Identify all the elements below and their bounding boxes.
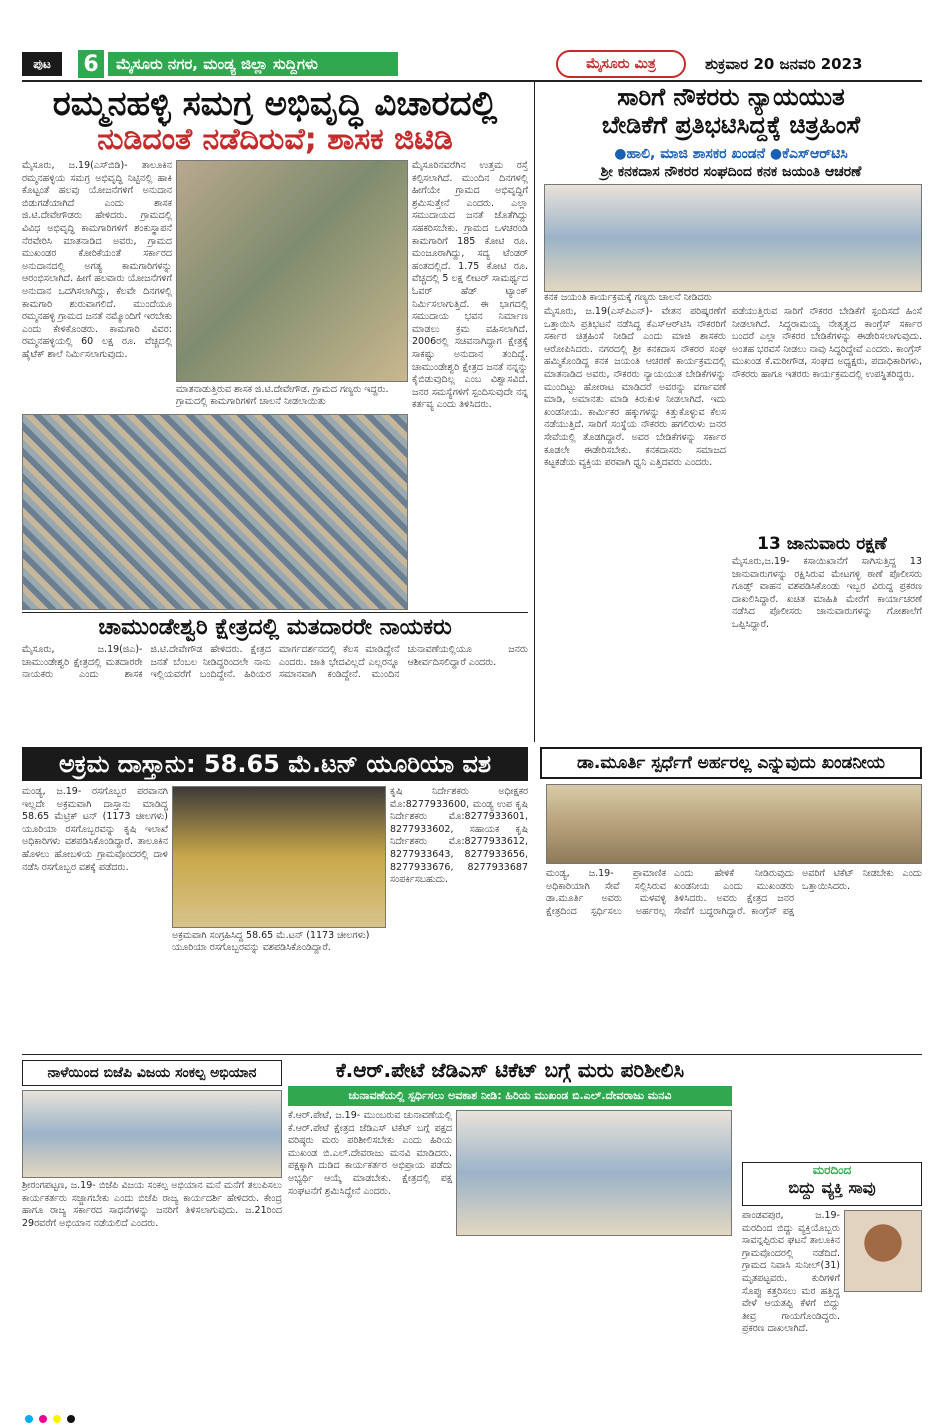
deceased-portrait	[844, 1210, 922, 1292]
urea-body-left: ಮಂಡ್ಯ, ಜ.19- ರಸಗೊಬ್ಬರ ಪರವಾನಗಿ ಇಲ್ಲದೇ ಅಕ್ರಮವಾಗಿ ದಾಸ್ತಾನು ಮಾಡಿದ್ದ 58.65 ಮೆಟ್ರಿಕ್ ಟನ್ (1173 ಚೀಲಗಳು) ಯೂರಿಯಾ ರಸಗೊಬ್ಬರವನ್ನು ಕೃಷಿ ಇಲಾಖೆ ಅಧಿಕಾರಿಗಳು ವಶಪಡಿಸಿಕೊಂಡಿದ್ದಾರೆ. ತಾಲೂಕಿನ ಹೊಳಲು ಹೋಬಳಿಯ ಗ್ರಾಮವೊಂದರಲ್ಲಿ ದಾಳಿ ನಡೆಸಿ ರಸಗೊಬ್ಬರ ವಶಕ್ಕೆ ಪಡೆದರು.	[22, 786, 168, 873]
krpet-photo	[456, 1110, 732, 1236]
dateline: ಶುಕ್ರವಾರ 20 ಜನವರಿ 2023	[705, 55, 863, 73]
tree-body: ಪಾಂಡವಪುರ, ಜ.19- ಮರದಿಂದ ಬಿದ್ದು ವ್ಯಕ್ತಿಯೊಬ್ಬರು ಸಾವನ್ನಪ್ಪಿರುವ ಘಟನೆ ತಾಲೂಕಿನ ಗ್ರಾಮವೊಂದರಲ್ಲಿ ನಡೆದಿದೆ. ಗ್ರಾಮದ ನಿವಾಸಿ ಸುನೀಲ್(31) ಮೃತಪಟ್ಟವರು. ಕುರಿಗಳಿಗೆ ಸೊಪ್ಪು ಕತ್ತರಿಸಲು ಮರ ಹತ್ತಿದ್ದ ವೇಳೆ ಆಯತಪ್ಪಿ ಕೆಳಗೆ ಬಿದ್ದು ತೀವ್ರ ಗಾಯಗೊಂಡಿದ್ದರು. ಪ್ರಕರಣ ದಾಖಲಾಗಿದೆ.	[742, 1210, 840, 1335]
tree-headline-line1: ಮರದಿಂದ	[812, 1163, 852, 1177]
kanaka-event-caption: ಕನಕ ಜಯಂತಿ ಕಾರ್ಯಕ್ರಮಕ್ಕೆ ಗಣ್ಯರು ಚಾಲನೆ ನೀಡಿದರು	[544, 292, 712, 303]
servants-subhead2: ಶ್ರೀ ಕನಕದಾಸ ನೌಕರರ ಸಂಘದಿಂದ ಕನಕ ಜಯಂತಿ ಆಚರಣೆ	[600, 164, 862, 180]
servants-subhead1: ●ಹಾಲಿ, ಮಾಜಿ ಶಾಸಕರ ಖಂಡನೆ ●ಕೆಎಸ್‌ಆರ್‌ಟಿಸಿ	[614, 146, 848, 162]
tree-headline-line2: ಬಿದ್ದು ವ್ಯಕ್ತಿ ಸಾವು	[788, 1178, 876, 1197]
jan13-headline: 13 ಜಾನುವಾರು ರಕ್ಷಣೆ	[757, 534, 887, 554]
kanaka-event-photo	[544, 184, 922, 292]
murthy-headline: ಡಾ.ಮೂರ್ತಿ ಸ್ಪರ್ಧೆಗೆ ಅರ್ಹರಲ್ಲ ಎನ್ನುವುದು ಖಂಡನೀಯ	[540, 747, 922, 779]
main-headline-line1: ರಮ್ಮನಹಳ್ಳಿ ಸಮಗ್ರ ಅಭಿವೃದ್ಧಿ ವಿಚಾರದಲ್ಲಿ	[52, 84, 498, 124]
urea-headline: ಅಕ್ರಮ ದಾಸ್ತಾನು: 58.65 ಮೆ.ಟನ್ ಯೂರಿಯಾ ವಶ	[22, 747, 528, 781]
rule	[22, 612, 528, 613]
main-story-body-col3: ಮೈಸೂರಿನವರೆಗಿನ ಉತ್ತಮ ರಸ್ತೆ ಕಲ್ಪಿಸಲಾಗಿದೆ. ಮುಂದಿನ ದಿನಗಳಲ್ಲಿ ಹೀಗೆಯೇ ಗ್ರಾಮದ ಅಭಿವೃದ್ಧಿಗೆ ಶ್ರಮಿಸುತ್ತೇನೆ ಎಂದರು. ಎಲ್ಲಾ ಸಮುದಾಯದ ಜನತೆ ಜೊತೆಗಿದ್ದು ಸಹಕರಿಸಬೇಕು. ಗ್ರಾಮದ ಒಳಚರಂಡಿ ಕಾಮಗಾರಿಗೆ 185 ಕೋಟಿ ರೂ. ಮಂಜೂರಾಗಿದ್ದು, ಸದ್ಯ ಟೆಂಡರ್ ಹಂತದಲ್ಲಿದೆ. 1.75 ಕೋಟಿ ರೂ. ವೆಚ್ಚದಲ್ಲಿ 5 ಲಕ್ಷ ಲೀಟರ್ ಸಾಮರ್ಥ್ಯದ ಓವರ್ ಹೆಡ್ ಟ್ಯಾಂಕ್ ನಿರ್ಮಿಸಲಾಗುತ್ತಿದೆ. ಈ ಭಾಗದಲ್ಲಿ ಸಮುದಾಯ ಭವನ ನಿರ್ಮಾಣ ಮಾಡಲು ಕ್ರಮ ವಹಿಸಲಾಗಿದೆ. 2006ರಲ್ಲಿ ಸಚಿವನಾಗಿದ್ದಾಗ ಕ್ಷೇತ್ರಕ್ಕೆ ಸಾಕಷ್ಟು ಅನುದಾನ ತಂದಿದ್ದೆ. ಚಾಮುಂಡೇಶ್ವರಿ ಕ್ಷೇತ್ರದ ಜನತೆ ನನ್ನನ್ನು ಕೈಬಿಡುವುದಿಲ್ಲ ಎಂಬ ವಿಶ್ವಾಸವಿದೆ. ಜನರ ಸಮಸ್ಯೆಗಳಿಗೆ ಸ್ಪಂದಿಸುವುದೇ ನನ್ನ ಕರ್ತವ್ಯ ಎಂದು ತಿಳಿಸಿದರು.	[412, 160, 528, 411]
section-name: ಮೈಸೂರು ನಗರ, ಮಂಡ್ಯ ಜಿಲ್ಲಾ ಸುದ್ದಿಗಳು	[108, 52, 398, 76]
chamundi-body: ಮೈಸೂರು, ಜ.19(ಜಿಎ)- ಚಾಮುಂಡೇಶ್ವರಿ ಕ್ಷೇತ್ರದಲ್ಲಿ ಮತದಾರರೇ ನಾಯಕರು ಎಂದು ಶಾಸಕ ಜಿ.ಟಿ.ದೇವೇಗೌಡ ಹೇಳಿದರು. ಕ್ಷೇತ್ರದ ಜನತೆ ಬೆಂಬಲ ನೀಡಿದ್ದರಿಂದಲೇ ನಾನು ಇಲ್ಲಿಯವರೆಗೆ ಬಂದಿದ್ದೇನೆ. ಹಿರಿಯರ ಮಾರ್ಗದರ್ಶನದಲ್ಲಿ ಕೆಲಸ ಮಾಡಿದ್ದೇನೆ ಎಂದರು. ಜಾತಿ ಭೇದವಿಲ್ಲದೆ ಎಲ್ಲರನ್ನೂ ಸಮಾನವಾಗಿ ಕಂಡಿದ್ದೇನೆ. ಮುಂದಿನ ಚುನಾವಣೆಯಲ್ಲಿಯೂ ಜನರು ಆಶೀರ್ವದಿಸಲಿದ್ದಾರೆ ಎಂದರು.	[22, 644, 528, 681]
servants-headline-line1: ಸಾರಿಗೆ ನೌಕರರು ನ್ಯಾಯಯುತ	[617, 83, 845, 111]
registration-marks	[22, 1408, 78, 1427]
urea-body-mid: ಕೃಷಿ ನಿರ್ದೇಶಕರು ಅಧೀಕ್ಷಕರ ಮೊ:8277933600, ಮಂಡ್ಯ ಉಪ ಕೃಷಿ ನಿರ್ದೇಶಕರು ಮೊ:8277933601, 8277933602, ಸಹಾಯಕ ಕೃಷಿ ನಿರ್ದೇಶಕರು ಮೊ:8277933612, 8277933643, 8277933656, 8277933676, 8277933687 ಸಂಪರ್ಕಿಸಬಹುದು.	[390, 786, 528, 886]
krpet-body: ಕೆ.ಆರ್.ಪೇಟೆ, ಜ.19- ಮುಂಬರುವ ಚುನಾವಣೆಯಲ್ಲಿ ಕೆ.ಆರ್.ಪೇಟೆ ಕ್ಷೇತ್ರದ ಜೆಡಿಎಸ್ ಟಿಕೆಟ್ ಬಗ್ಗೆ ಪಕ್ಷದ ವರಿಷ್ಠರು ಮರು ಪರಿಶೀಲಿಸಬೇಕು ಎಂದು ಹಿರಿಯ ಮುಖಂಡ ಬಿ.ಎಲ್.ದೇವರಾಜು ಮನವಿ ಮಾಡಿದರು. ಪಕ್ಷಕ್ಕಾಗಿ ದುಡಿದ ಕಾರ್ಯಕರ್ತರ ಅಭಿಪ್ರಾಯ ಪಡೆದು ಅಭ್ಯರ್ಥಿ ಆಯ್ಕೆ ಮಾಡಬೇಕು. ಕ್ಷೇತ್ರದಲ್ಲಿ ಪಕ್ಷ ಸಂಘಟನೆಗೆ ಶ್ರಮಿಸಿದ್ದೇನೆ ಎಂದರು.	[288, 1110, 452, 1197]
servants-body-right: ಪಡೆಯುತ್ತಿರುವ ಸಾರಿಗೆ ನೌಕರರ ಬೇಡಿಕೆಗೆ ಸ್ಪಂದಿಸದೆ ಹಿಂಸೆ ನೀಡಲಾಗಿದೆ. ಸಿದ್ದರಾಮಯ್ಯ ನೇತೃತ್ವದ ಕಾಂಗ್ರೆಸ್ ಸರ್ಕಾರ ಬಂದರೆ ಎಲ್ಲಾ ನೌಕರರ ಬೇಡಿಕೆಗಳನ್ನು ಈಡೇರಿಸಲಾಗುವುದು. ಅಂತಹ ಭರವಸೆ ನೀಡಲು ನಾವು ಸಿದ್ಧರಿದ್ದೇವೆ ಎಂದರು. ಕಾಂಗ್ರೆಸ್ ಮುಖಂಡ ಕೆ.ಮರೀಗೌಡ, ಸಂಘದ ಅಧ್ಯಕ್ಷರು, ಪದಾಧಿಕಾರಿಗಳು, ನೌಕರರು ಹಾಗೂ ಇತರರು ಕಾರ್ಯಕ್ರಮದಲ್ಲಿ ಉಪಸ್ಥಿತರಿದ್ದರು.	[732, 306, 922, 380]
chamundi-headline: ಚಾಮುಂಡೇಶ್ವರಿ ಕ್ಷೇತ್ರದಲ್ಲಿ ಮತದಾರರೇ ನಾಯಕರು	[98, 615, 452, 640]
page-number: 6	[78, 50, 104, 78]
column-divider	[534, 82, 535, 742]
urea-stock-photo	[172, 786, 386, 928]
page-label: ಪುಟ	[22, 52, 62, 76]
servants-body-left: ಮೈಸೂರು, ಜ.19(ಎಸ್‌ಪಿಎನ್)- ವೇತನ ಪರಿಷ್ಕರಣೆಗೆ ಒತ್ತಾಯಿಸಿ ಪ್ರತಿಭಟನೆ ನಡೆಸಿದ್ದ ಕೆಎಸ್‌ಆರ್‌ಟಿಸಿ ನೌಕರರಿಗೆ ಸರ್ಕಾರ ಚಿತ್ರಹಿಂಸೆ ನೀಡಿದೆ ಎಂದು ಮಾಜಿ ಶಾಸಕರು ಆರೋಪಿಸಿದರು. ನಗರದಲ್ಲಿ ಶ್ರೀ ಕನಕದಾಸ ನೌಕರರ ಸಂಘ ಹಮ್ಮಿಕೊಂಡಿದ್ದ ಕನಕ ಜಯಂತಿ ಆಚರಣೆ ಕಾರ್ಯಕ್ರಮದಲ್ಲಿ ಮಾತನಾಡಿದ ಅವರು, ನೌಕರರು ನ್ಯಾಯಯುತ ಬೇಡಿಕೆಗಳನ್ನು ಮುಂದಿಟ್ಟು ಹೋರಾಟ ಮಾಡಿದರೆ ಅವರನ್ನು ವರ್ಗಾವಣೆ ಮಾಡಿ, ಅಮಾನತು ಮಾಡಿ ಕಿರುಕುಳ ನೀಡಲಾಗಿದೆ. ಇದು ಖಂಡನೀಯ. ಕಾರ್ಮಿಕರ ಹಕ್ಕುಗಳನ್ನು ಕಿತ್ತುಕೊಳ್ಳುವ ಕೆಲಸ ನಡೆಯುತ್ತಿದೆ. ಸಾರಿಗೆ ಸಂಸ್ಥೆಯ ನೌಕರರು ಹಗಲಿರುಳು ಜನರ ಸೇವೆಯಲ್ಲಿ ತೊಡಗಿದ್ದಾರೆ. ಅವರ ಬೇಡಿಕೆಗಳನ್ನು ಸರ್ಕಾರ ಕೂಡಲೇ ಈಡೇರಿಸಬೇಕು. ಕನಕದಾಸರು ಸಮಾಜದ ಕಟ್ಟಕಡೆಯ ವ್ಯಕ್ತಿಯ ಪರವಾಗಿ ಧ್ವನಿ ಎತ್ತಿದವರು ಎಂದರು.	[544, 306, 726, 469]
main-story-photo	[176, 160, 408, 382]
jan13-body: ಮೈಸೂರು,ಜ.19- ಕಸಾಯಿಖಾನೆಗೆ ಸಾಗಿಸುತ್ತಿದ್ದ 13 ಜಾನುವಾರುಗಳನ್ನು ರಕ್ಷಿಸಿರುವ ಮೇಟಗಳ್ಳಿ ಠಾಣೆ ಪೊಲೀಸರು ಗೂಡ್ಸ್ ವಾಹನ ವಶಪಡಿಸಿಕೊಂಡು ಇಬ್ಬರ ವಿರುದ್ಧ ಪ್ರಕರಣ ದಾಖಲಿಸಿದ್ದಾರೆ. ಖಚಿತ ಮಾಹಿತಿ ಮೇರೆಗೆ ಕಾರ್ಯಾಚರಣೆ ನಡೆಸಿದ ಪೊಲೀಸರು ಜಾನುವಾರುಗಳನ್ನು ಗೋಶಾಲೆಗೆ ಒಪ್ಪಿಸಿದ್ದಾರೆ.	[732, 556, 922, 630]
krpet-headline: ಕೆ.ಆರ್.ಪೇಟೆ ಜೆಡಿಎಸ್ ಟಿಕೆಟ್ ಬಗ್ಗೆ ಮರು ಪರಿಶೀಲಿಸಿ	[335, 1058, 685, 1082]
murthy-body: ಮಂಡ್ಯ, ಜ.19- ಪ್ರಾಮಾಣಿಕ ಅಧಿಕಾರಿಯಾಗಿ ಸೇವೆ ಸಲ್ಲಿಸಿರುವ ಡಾ.ಮೂರ್ತಿ ಅವರು ಮಳವಳ್ಳಿ ಕ್ಷೇತ್ರದಿಂದ ಸ್ಪರ್ಧಿಸಲು ಅರ್ಹರಲ್ಲ ಎಂದು ಹೇಳಿಕೆ ನೀಡಿರುವುದು ಖಂಡನೀಯ ಎಂದು ಮುಖಂಡರು ತಿಳಿಸಿದರು. ಅವರು ಕ್ಷೇತ್ರದ ಜನರ ಸೇವೆಗೆ ಬದ್ಧರಾಗಿದ್ದಾರೆ. ಕಾಂಗ್ರೆಸ್ ಪಕ್ಷ ಅವರಿಗೆ ಟಿಕೆಟ್ ನೀಡಬೇಕು ಎಂದು ಒತ್ತಾಯಿಸಿದರು.	[546, 868, 922, 917]
urea-photo-caption: ಅಕ್ರಮವಾಗಿ ಸಂಗ್ರಹಿಸಿದ್ದ 58.65 ಮೆ.ಟನ್ (1173 ಚೀಲಗಳು) ಯೂರಿಯಾ ರಸಗೊಬ್ಬರವನ್ನು ವಶಪಡಿಸಿಕೊಂಡಿದ್ದಾರೆ.	[172, 930, 370, 953]
masthead-logo: ಮೈಸೂರು ಮಿತ್ರ	[556, 50, 686, 78]
bjp-body: ಶ್ರೀರಂಗಪಟ್ಟಣ, ಜ.19- ಬಿಜೆಪಿ ವಿಜಯ ಸಂಕಲ್ಪ ಅಭಿಯಾನ ಮನೆ ಮನೆಗೆ ತಲುಪಿಸಲು ಕಾರ್ಯಕರ್ತರು ಸಜ್ಜಾಗಬೇಕು ಎಂದು ಬಿಜೆಪಿ ರಾಜ್ಯ ಕಾರ್ಯದರ್ಶಿ ಹೇಳಿದರು. ಕೇಂದ್ರ ಹಾಗೂ ರಾಜ್ಯ ಸರ್ಕಾರದ ಸಾಧನೆಗಳನ್ನು ಜನರಿಗೆ ತಿಳಿಸಲಾಗುವುದು. ಜ.21ರಿಂದ 29ರವರೆಗೆ ಅಭಿಯಾನ ನಡೆಯಲಿದೆ ಎಂದರು.	[22, 1180, 282, 1229]
rule	[22, 1054, 922, 1055]
bjp-photo	[22, 1090, 282, 1178]
servants-headline-line2: ಬೇಡಿಕೆಗೆ ಪ್ರತಿಭಟಿಸಿದ್ದಕ್ಕೆ ಚಿತ್ರಹಿಂಸೆ	[601, 111, 861, 139]
crowd-photo	[22, 414, 408, 610]
krpet-subhead: ಚುನಾವಣೆಯಲ್ಲಿ ಸ್ಪರ್ಧಿಸಲು ಅವಕಾಶ ನೀಡಿ: ಹಿರಿಯ ಮುಖಂಡ ಬಿ.ಎಲ್.ದೇವರಾಜು ಮನವಿ	[288, 1086, 732, 1106]
main-story-body-col1: ಮೈಸೂರು, ಜ.19(ಎಸ್‌ಬಿಡಿ)- ತಾಲೂಕಿನ ರಮ್ಮನಹಳ್ಳಿಯ ಸಮಗ್ರ ಅಭಿವೃದ್ಧಿ ನಿಟ್ಟಿನಲ್ಲಿ ಹಾಕಿ ಕೊಟ್ಟಂತೆ ಹಲವು ಯೋಜನೆಗಳಿಗೆ ಅನುದಾನ ಬಿಡುಗಡೆಯಾಗಿದೆ ಎಂದು ಶಾಸಕ ಜಿ.ಟಿ.ದೇವೇಗೌಡರು ಹೇಳಿದರು. ಗ್ರಾಮದಲ್ಲಿ ವಿವಿಧ ಅಭಿವೃದ್ಧಿ ಕಾಮಗಾರಿಗಳಿಗೆ ಶಂಕುಸ್ಥಾಪನೆ ನೆರವೇರಿಸಿ ಮಾತನಾಡಿದ ಅವರು, ಗ್ರಾಮದ ಮುಖಂಡರ ಕೋರಿಕೆಯಂತೆ ಸರ್ಕಾರದ ಅನುದಾನದಲ್ಲಿ ಅಗತ್ಯ ಕಾಮಗಾರಿಗಳನ್ನು ಆರಂಭಿಸಲಾಗಿದೆ. ಹೀಗೆ ಹಲವಾರು ಯೋಜನೆಗಳಿಗೆ ಅನುದಾನ ಒದಗಿಸಲಾಗಿದ್ದು, ಕೆಲವೇ ದಿನಗಳಲ್ಲಿ ಕಾಮಗಾರಿ ಶುರುವಾಗಲಿದೆ. ಮುಂದೆಯೂ ರಮ್ಮನಹಳ್ಳಿ ಗ್ರಾಮದ ಜನತೆ ನಮ್ಮೊಂದಿಗೆ ಇರಬೇಕು ಎಂದು ಕೇಳಿಕೊಂಡರು. ಕಾಮಗಾರಿ ವಿವರ: ರಮ್ಮನಹಳ್ಳಿಯಲ್ಲಿ 60 ಲಕ್ಷ ರೂ. ವೆಚ್ಚದಲ್ಲಿ ಹೈಟೆಕ್ ಶಾಲೆ ನಿರ್ಮಿಸಲಾಗುವುದು.	[22, 160, 172, 360]
murthy-photo	[546, 784, 922, 864]
bjp-headline: ನಾಳೆಯಿಂದ ಬಿಜೆಪಿ ವಿಜಯ ಸಂಕಲ್ಪ ಅಭಿಯಾನ	[22, 1060, 282, 1086]
tree-headline	[742, 1162, 922, 1206]
main-headline-line2: ನುಡಿದಂತೆ ನಡೆದಿರುವೆ; ಶಾಸಕ ಜಿಟಿಡಿ	[97, 122, 453, 157]
main-story-caption: ಮಾತನಾಡುತ್ತಿರುವ ಶಾಸಕ ಜಿ.ಟಿ.ದೇವೇಗೌಡ. ಗ್ರಾಮದ ಗಣ್ಯರು ಇದ್ದರು. ಗ್ರಾಮದಲ್ಲಿ ಕಾಮಗಾರಿಗಳಿಗೆ ಚಾಲನೆ ನೀಡಲಾಯಿತು	[176, 384, 389, 407]
